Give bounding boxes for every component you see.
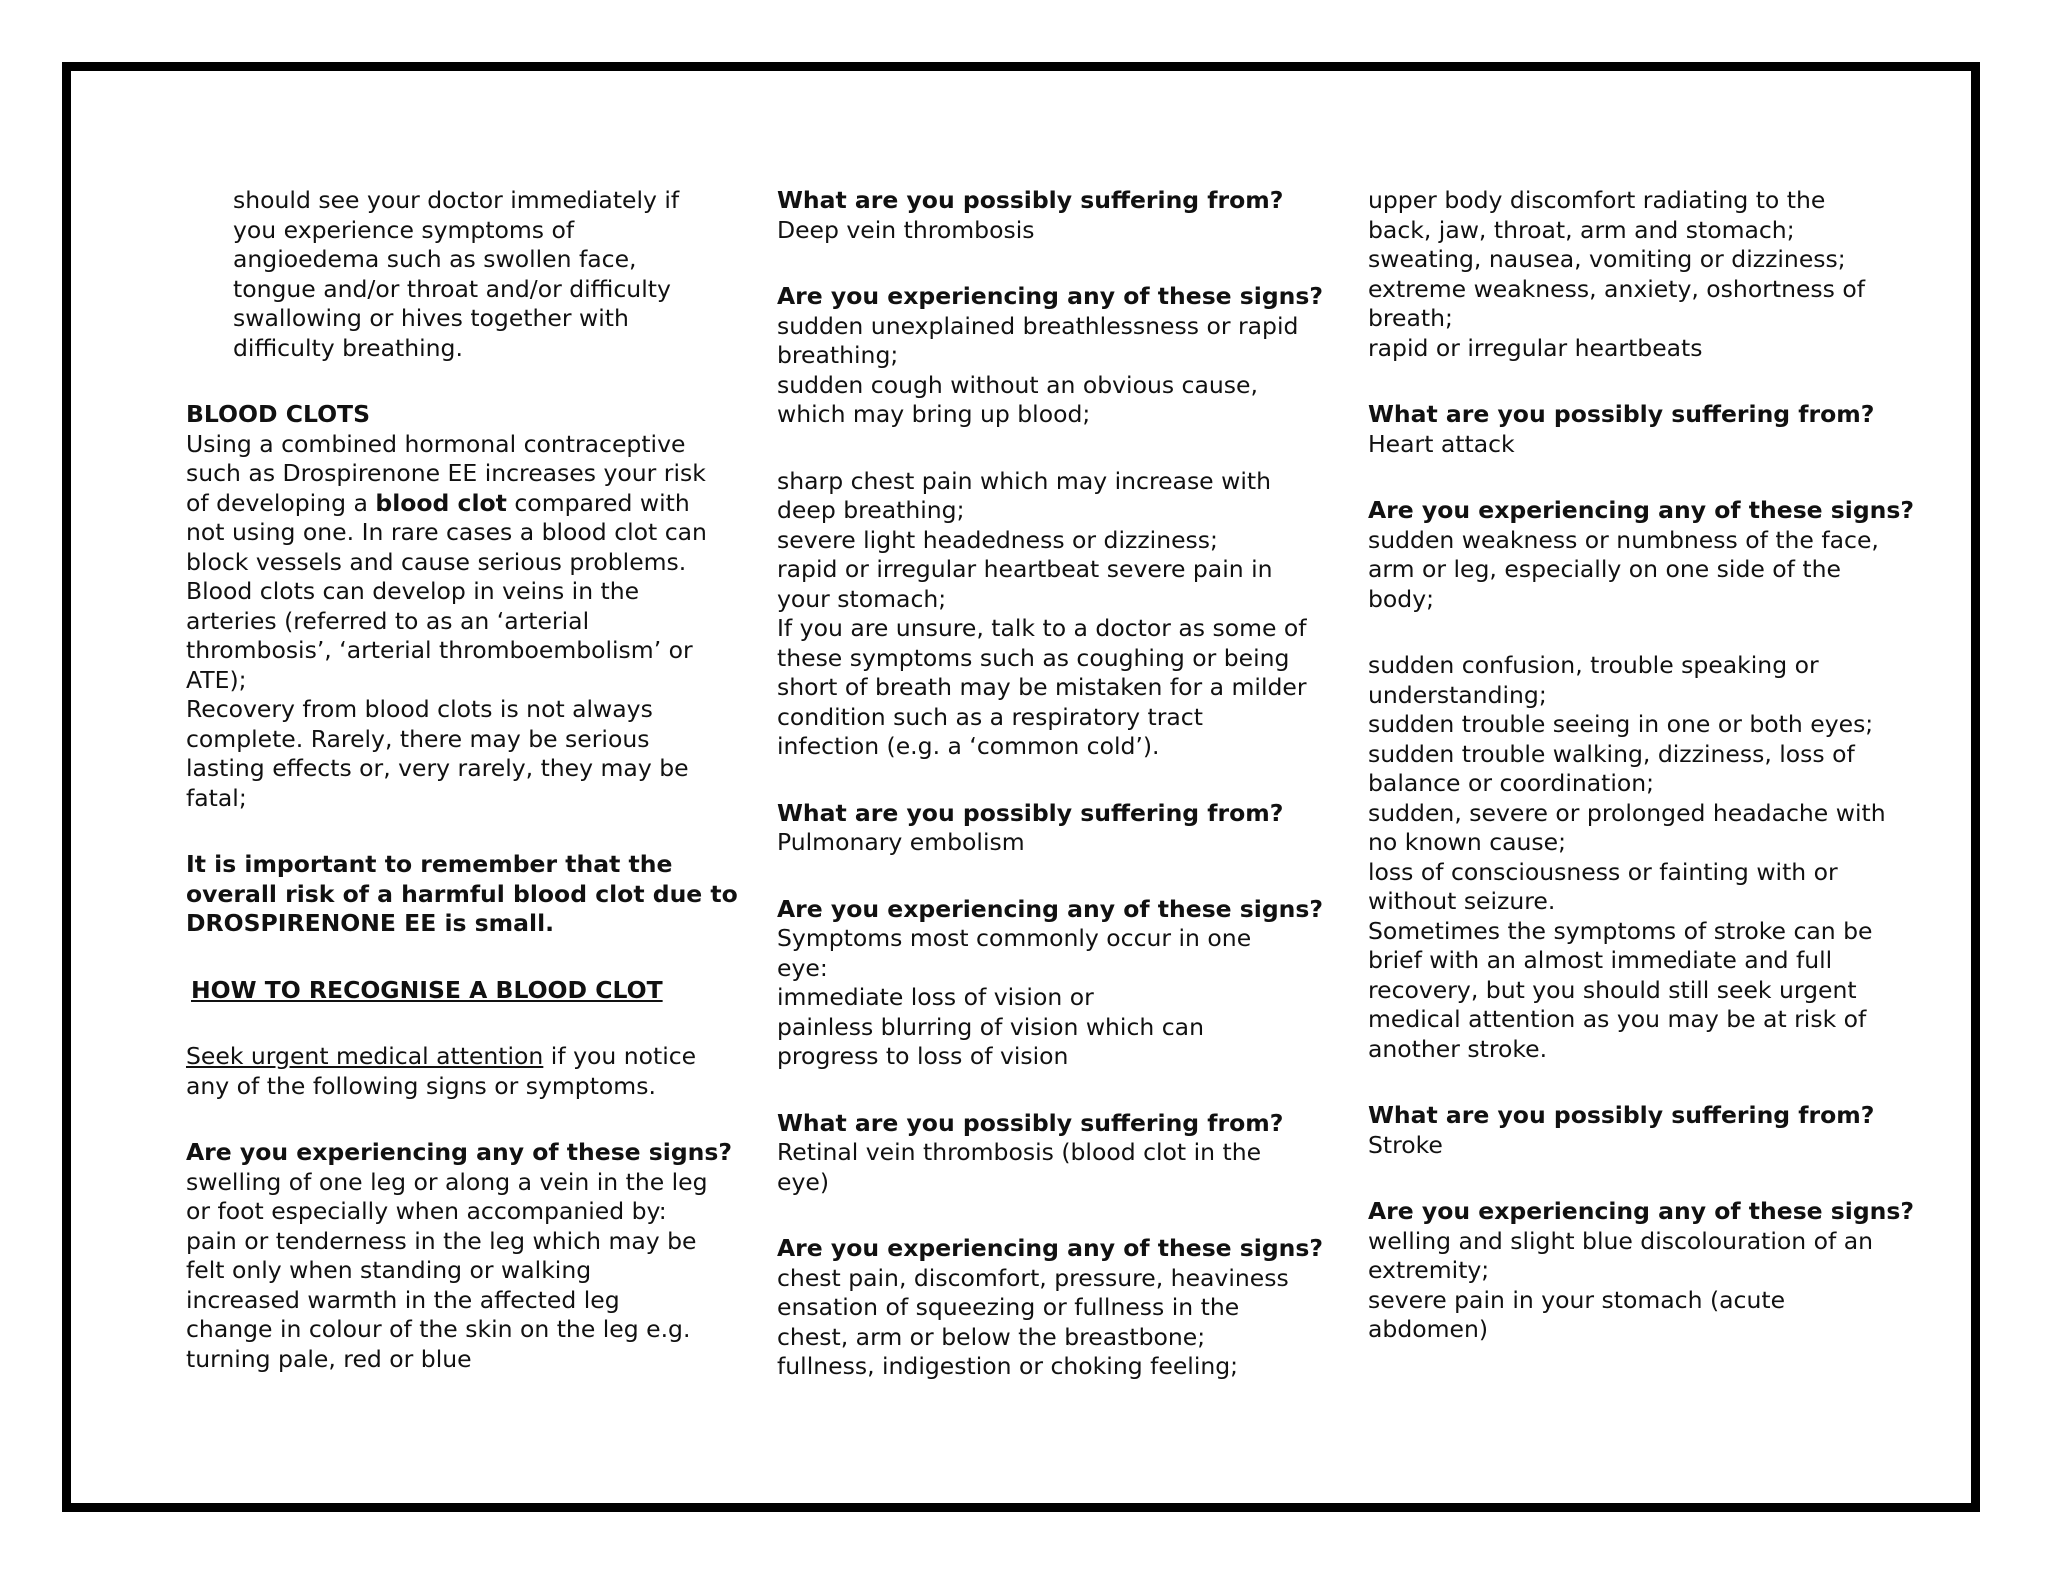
text-line: any of the following signs or symptoms. bbox=[186, 1071, 656, 1100]
text-line: extremity; bbox=[1368, 1256, 1490, 1284]
text-line: condition such as a respiratory tract bbox=[777, 702, 1203, 731]
text-line: or foot especially when accompanied by: bbox=[186, 1197, 667, 1225]
text-line bbox=[186, 488, 690, 519]
text-line: short of breath may be mistaken for a milder bbox=[777, 673, 1307, 701]
signs-heading: Are you experiencing any of these signs? bbox=[186, 1138, 733, 1166]
pe-diagnosis bbox=[777, 799, 1297, 858]
text-line: medical attention as you may be at risk of bbox=[1368, 1005, 1867, 1033]
dvt-signs-block bbox=[186, 1138, 733, 1374]
text-line: should see your doctor immediately if bbox=[233, 186, 680, 214]
stroke-diagnosis bbox=[1368, 1101, 1888, 1160]
column-3 bbox=[1368, 186, 1915, 1382]
text-line: block vessels and cause serious problems. bbox=[186, 547, 687, 576]
suffering-heading: What are you possibly suffering from? bbox=[1368, 1101, 1875, 1129]
text-line: your stomach; bbox=[777, 584, 947, 613]
angioedema-paragraph bbox=[186, 186, 686, 363]
text-line: If you are unsure, talk to a doctor as some of bbox=[777, 614, 1307, 642]
text-line: brief with an almost immediate and full bbox=[1368, 946, 1833, 974]
text-line: arm or leg, especially on one side of the bbox=[1368, 555, 1841, 583]
stroke-signs-continued bbox=[1368, 651, 1888, 1064]
diagnosis-text: eye) bbox=[777, 1167, 829, 1196]
column-2 bbox=[777, 186, 1324, 1419]
text-line: ATE); bbox=[186, 665, 247, 694]
text-line: increased warmth in the affected leg bbox=[186, 1285, 620, 1314]
text-line: ensation of squeezing or fullness in the bbox=[777, 1293, 1240, 1321]
pe-signs-continued bbox=[777, 466, 1307, 762]
text-line: difficulty breathing. bbox=[233, 333, 463, 362]
text-line: severe light headedness or dizziness; bbox=[777, 525, 1218, 554]
text-line: which may bring up blood; bbox=[777, 400, 1091, 428]
seek-attention-underlined: Seek urgent medical attention bbox=[186, 1042, 544, 1070]
text-line: sudden cough without an obvious cause, bbox=[777, 370, 1258, 399]
text-line: eye: bbox=[777, 953, 828, 982]
suffering-heading: What are you possibly suffering from? bbox=[777, 1108, 1284, 1137]
diagnosis-text: Retinal vein thrombosis (blood clot in the bbox=[777, 1138, 1262, 1166]
text-line: recovery, but you should still seek urgent bbox=[1368, 975, 1857, 1004]
diagnosis-text: Deep vein thrombosis bbox=[777, 215, 1035, 244]
suffering-heading: What are you possibly suffering from? bbox=[777, 798, 1284, 827]
text-line: angioedema such as swollen face, bbox=[233, 245, 637, 273]
text-line: felt only when standing or walking bbox=[186, 1256, 592, 1284]
text-line: not using one. In rare cases a blood clot can bbox=[186, 518, 707, 546]
text-line: lasting effects or, very rarely, they may be bbox=[186, 754, 689, 782]
heart-attack-diagnosis bbox=[1368, 400, 1888, 459]
blood-clots-heading: BLOOD CLOTS bbox=[186, 400, 371, 428]
recognise-heading-block bbox=[186, 976, 686, 1006]
seek-attention-paragraph bbox=[186, 1042, 697, 1101]
text-line: thrombosis’, ‘arterial thromboembolism’ or bbox=[186, 636, 693, 664]
retinal-signs-block bbox=[777, 894, 1324, 1072]
diagnosis-text: Stroke bbox=[1368, 1130, 1443, 1159]
text-line: chest pain, discomfort, pressure, heaviness bbox=[777, 1263, 1289, 1292]
text-line: tongue and/or throat and/or difficulty bbox=[233, 274, 671, 303]
text-line: DROSPIRENONE EE is small. bbox=[186, 909, 555, 937]
text-line: Blood clots can develop in veins in the bbox=[186, 577, 640, 605]
text-line: welling and slight blue discolouration of an bbox=[1368, 1226, 1874, 1255]
text-line: immediate loss of vision or bbox=[777, 983, 1094, 1011]
text-line: deep breathing; bbox=[777, 496, 965, 524]
text-line: Recovery from blood clots is not always bbox=[186, 695, 653, 723]
text-line: upper body discomfort radiating to the bbox=[1368, 186, 1826, 214]
heart-attack-signs-block bbox=[777, 1234, 1324, 1382]
text-line: sudden trouble seeing in one or both eyes; bbox=[1368, 710, 1874, 738]
stroke-signs-block bbox=[1368, 496, 1915, 614]
text-line: progress to loss of vision bbox=[777, 1042, 1069, 1070]
text-line: without seizure. bbox=[1368, 887, 1556, 915]
text-line: sudden weakness or numbness of the face, bbox=[1368, 525, 1879, 554]
text-line: Using a combined hormonal contraceptive bbox=[186, 429, 686, 458]
signs-heading: Are you experiencing any of these signs? bbox=[777, 894, 1324, 923]
signs-heading: Are you experiencing any of these signs? bbox=[777, 282, 1324, 310]
text-line: Symptoms most commonly occur in one bbox=[777, 924, 1252, 952]
text-line: such as Drospirenone EE increases your risk bbox=[186, 459, 706, 487]
text-line: fatal; bbox=[186, 783, 247, 812]
pe-signs-block bbox=[777, 282, 1324, 430]
text-line: balance or coordination; bbox=[1368, 769, 1655, 797]
text-line: change in colour of the skin on the leg e.g. bbox=[186, 1315, 691, 1343]
text-line: no known cause; bbox=[1368, 828, 1567, 856]
text-line: fullness, indigestion or choking feeling; bbox=[777, 1352, 1239, 1380]
signs-heading: Are you experiencing any of these signs? bbox=[1368, 496, 1915, 524]
text-line: rapid or irregular heartbeat severe pain in bbox=[777, 555, 1273, 583]
suffering-heading: What are you possibly suffering from? bbox=[777, 186, 1284, 214]
text-line: sharp chest pain which may increase with bbox=[777, 466, 1271, 495]
text-fragment: of developing a bbox=[186, 488, 376, 517]
text-line: back, jaw, throat, arm and stomach; bbox=[1368, 215, 1795, 244]
retinal-diagnosis bbox=[777, 1109, 1297, 1198]
text-line: severe pain in your stomach (acute bbox=[1368, 1285, 1786, 1314]
text-line: painless blurring of vision which can bbox=[777, 1012, 1204, 1041]
text-line: swelling of one leg or along a vein in the leg bbox=[186, 1167, 708, 1196]
diagnosis-text: Pulmonary embolism bbox=[777, 828, 1025, 856]
text-line: extreme weakness, anxiety, oshortness of bbox=[1368, 274, 1866, 303]
text-line: these symptoms such as coughing or being bbox=[777, 643, 1290, 672]
text-fragment: compared with bbox=[506, 488, 690, 517]
text-line: infection (e.g. a ‘common cold’). bbox=[777, 732, 1160, 760]
text-line: sudden, severe or prolonged headache with bbox=[1368, 798, 1886, 827]
text-line: sweating, nausea, vomiting or dizziness; bbox=[1368, 245, 1846, 273]
text-line: understanding; bbox=[1368, 680, 1547, 709]
text-line: loss of consciousness or fainting with or bbox=[1368, 857, 1838, 886]
limb-clot-signs-block bbox=[1368, 1197, 1915, 1345]
signs-heading: Are you experiencing any of these signs? bbox=[777, 1234, 1324, 1262]
text-line: pain or tenderness in the leg which may be bbox=[186, 1226, 697, 1255]
text-line: body; bbox=[1368, 584, 1435, 613]
text-fragment: if you notice bbox=[543, 1042, 697, 1070]
text-line: Sometimes the symptoms of stroke can be bbox=[1368, 916, 1873, 945]
text-line: you experience symptoms of bbox=[233, 215, 575, 244]
recognise-heading: HOW TO RECOGNISE A BLOOD CLOT bbox=[191, 975, 663, 1004]
text-line: breath; bbox=[1368, 304, 1453, 332]
text-line: It is important to remember that the bbox=[186, 850, 673, 878]
heart-attack-signs-continued bbox=[1368, 186, 1888, 363]
diagnosis-text: Heart attack bbox=[1368, 429, 1515, 458]
text-line: sudden unexplained breathlessness or rapid bbox=[777, 311, 1299, 340]
important-notice bbox=[186, 850, 738, 939]
text-line: abdomen) bbox=[1368, 1315, 1489, 1343]
text-line: sudden confusion, trouble speaking or bbox=[1368, 651, 1819, 679]
text-line: another stroke. bbox=[1368, 1034, 1548, 1063]
text-line: chest, arm or below the breastbone; bbox=[777, 1322, 1206, 1351]
suffering-heading: What are you possibly suffering from? bbox=[1368, 400, 1875, 428]
signs-heading: Are you experiencing any of these signs? bbox=[1368, 1197, 1915, 1225]
column-1 bbox=[186, 186, 738, 1411]
text-line: complete. Rarely, there may be serious bbox=[186, 724, 650, 753]
dvt-diagnosis bbox=[777, 186, 1297, 245]
text-line: sudden trouble walking, dizziness, loss of bbox=[1368, 739, 1855, 768]
text-line: rapid or irregular heartbeats bbox=[1368, 333, 1703, 362]
text-line: swallowing or hives together with bbox=[233, 304, 629, 332]
text-line: breathing; bbox=[777, 341, 899, 369]
blood-clot-bold: blood clot bbox=[375, 488, 507, 517]
text-line: turning pale, red or blue bbox=[186, 1344, 472, 1373]
text-line: arteries (referred to as an ‘arterial bbox=[186, 606, 590, 635]
text-line bbox=[186, 1042, 697, 1072]
text-line: overall risk of a harmful blood clot due to bbox=[186, 879, 738, 908]
blood-clots-section bbox=[186, 400, 707, 813]
